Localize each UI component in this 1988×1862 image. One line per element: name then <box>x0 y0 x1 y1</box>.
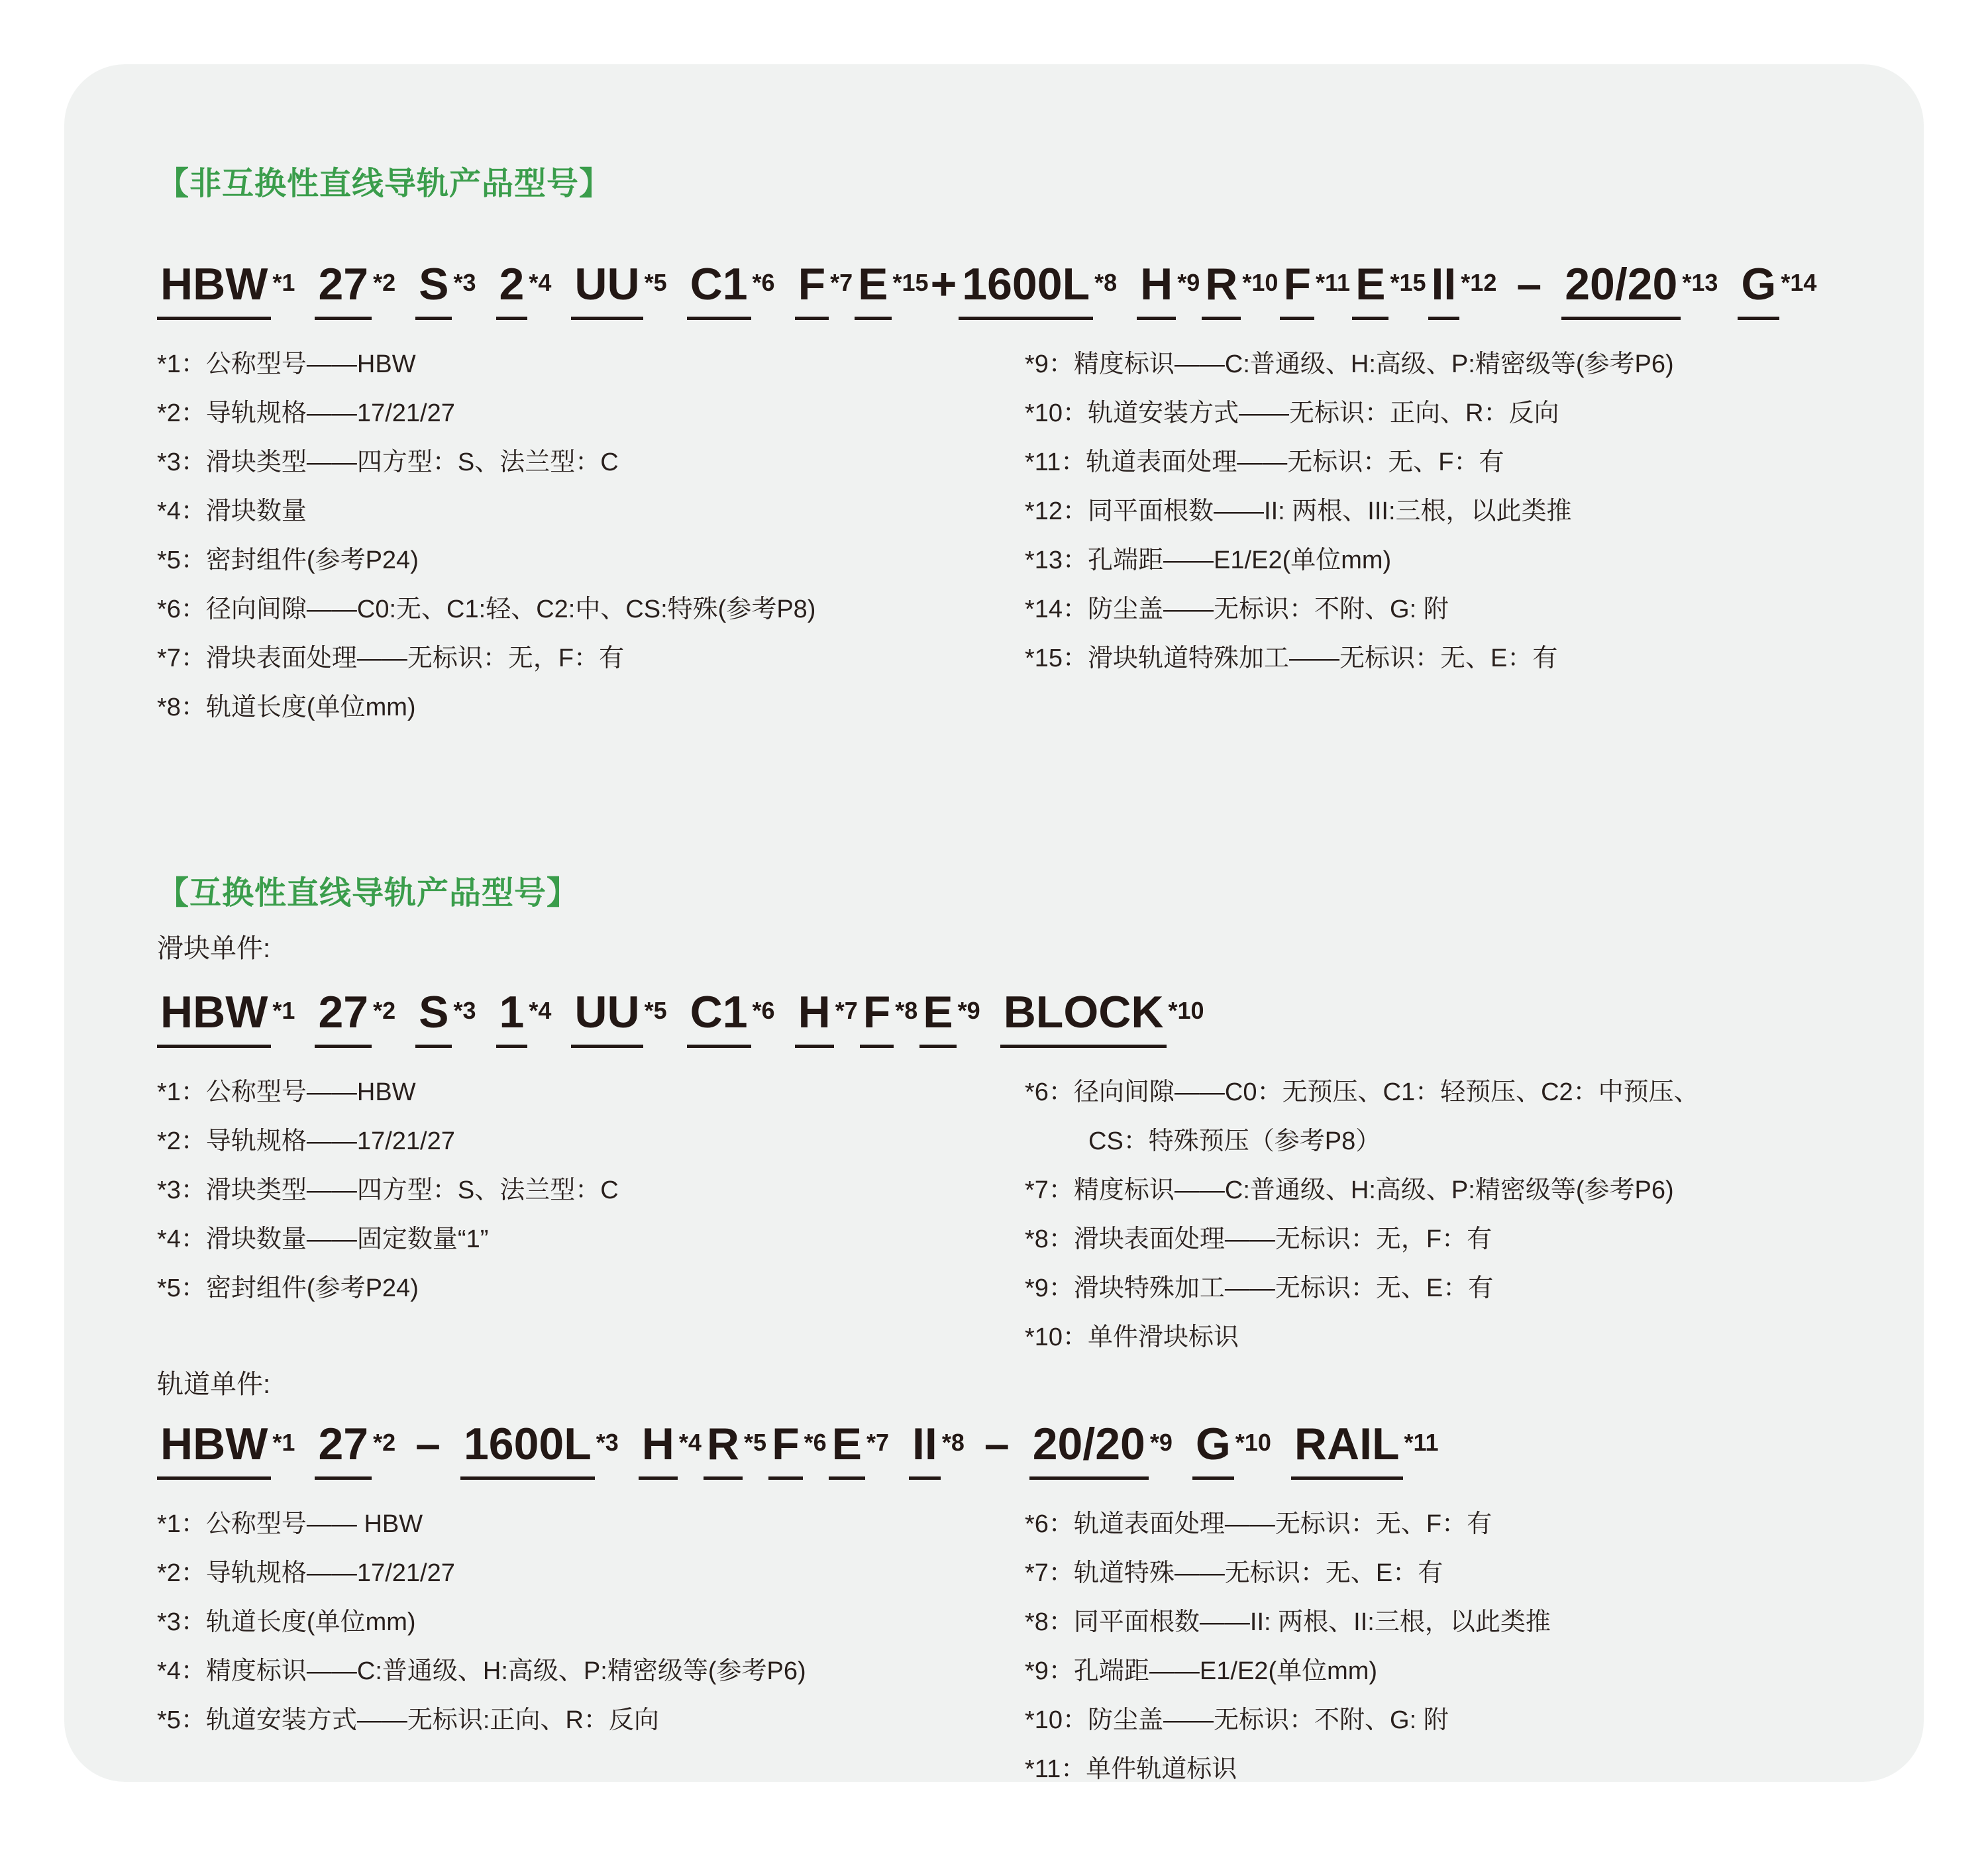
model-code-rail-unit <box>157 1411 1831 1480</box>
footnote-item: *6：径向间隙——C0:无、C1:轻、C2:中、CS:特殊(参考P8) <box>157 595 816 623</box>
footnote-item: *13：孔端距——E1/E2(单位mm) <box>1025 546 1392 574</box>
model-token-text: HBW <box>157 260 271 320</box>
footnote-item: *7：滑块表面处理——无标识：无，F：有 <box>157 645 625 672</box>
catalog-card <box>64 64 1924 1782</box>
footnotes-left-column <box>157 1068 1025 1362</box>
footnote-item: *10：防尘盖——无标识：不附、G: 附 <box>1025 1706 1449 1734</box>
model-token: 27 *2 <box>315 1411 395 1480</box>
footnotes-right-column <box>1025 1068 1831 1362</box>
footnote-item: *3：滑块类型——四方型：S、法兰型：C <box>157 448 619 476</box>
footnote-item: *8：滑块表面处理——无标识：无，F：有 <box>1025 1225 1492 1253</box>
footnotes-left-column <box>157 1500 1025 1794</box>
model-token: II *12 <box>1428 251 1497 320</box>
model-token: 27 *2 <box>315 979 395 1048</box>
model-token: RAIL *11 <box>1291 1411 1439 1480</box>
footnote-item: *4：滑块数量 <box>157 497 307 525</box>
model-token: G *14 <box>1738 251 1816 320</box>
model-token: 27 *2 <box>315 251 395 320</box>
footnotes-right-column <box>1025 1500 1831 1794</box>
model-token: F *8 <box>860 979 918 1048</box>
model-token: F *7 <box>795 251 853 320</box>
model-superscript: *9 <box>1149 1429 1173 1456</box>
footnote-item: *5：密封组件(参考P24) <box>157 546 419 574</box>
model-token: H *7 <box>795 979 858 1048</box>
footnote-item: *15：滑块轨道特殊加工——无标识：无、E：有 <box>1025 645 1558 672</box>
model-superscript: *6 <box>752 997 775 1024</box>
model-superscript: *5 <box>644 997 667 1024</box>
footnote-item: *5：密封组件(参考P24) <box>157 1274 419 1302</box>
footnote-item: *1：公称型号—— HBW <box>157 1510 423 1538</box>
model-superscript: *10 <box>1235 1429 1271 1456</box>
model-code-non-interchangeable <box>157 251 1831 320</box>
footnote-item: *4：滑块数量——固定数量“1” <box>157 1225 489 1253</box>
model-token: R *10 <box>1202 251 1278 320</box>
model-token: 20/20 *13 <box>1561 251 1718 320</box>
footnote-item: *5：轨道安装方式——无标识:正向、R：反向 <box>157 1706 659 1734</box>
footnote-item: *12：同平面根数——II: 两根、III:三根，以此类推 <box>1025 497 1572 525</box>
footnote-item: *2：导轨规格——17/21/27 <box>157 1127 455 1155</box>
model-token: 2 *4 <box>496 251 552 320</box>
model-token: 1600L *3 <box>460 1411 619 1480</box>
model-separator: – <box>415 1419 441 1469</box>
model-token: R *5 <box>704 1411 766 1480</box>
model-superscript: *7 <box>866 1429 890 1456</box>
model-superscript: *1 <box>272 1429 295 1456</box>
model-token <box>157 251 295 320</box>
footnote-item: *9：滑块特殊加工——无标识：无、E：有 <box>1025 1274 1494 1302</box>
model-superscript: *7 <box>830 269 853 296</box>
model-superscript: *11 <box>1404 1429 1439 1456</box>
footnotes-left-column <box>157 340 1025 732</box>
model-superscript: *3 <box>453 269 476 296</box>
footnotes-right-column <box>1025 340 1831 732</box>
footnote-item: *11：单件轨道标识 <box>1025 1755 1237 1783</box>
footnote-item-continuation: CS：特殊预压（参考P8） <box>1088 1127 1381 1155</box>
model-superscript: *6 <box>804 1429 827 1456</box>
footnote-item: *2：导轨规格——17/21/27 <box>157 399 455 427</box>
model-separator: + <box>930 259 957 309</box>
model-token: HBW *1 <box>157 979 295 1048</box>
model-superscript: *2 <box>373 269 396 296</box>
model-superscript: *6 <box>752 269 775 296</box>
model-token: UU *5 <box>571 979 666 1048</box>
footnote-item: *9：孔端距——E1/E2(单位mm) <box>1025 1657 1378 1685</box>
model-token: F *11 <box>1280 251 1350 320</box>
model-superscript: *4 <box>678 1429 702 1456</box>
model-superscript: *12 <box>1461 269 1497 296</box>
model-token: E *15 <box>855 251 928 320</box>
footnote-item: *2：导轨规格——17/21/27 <box>157 1559 455 1587</box>
footnote-item: *7：精度标识——C:普通级、H:高级、P:精密级等(参考P6) <box>1025 1176 1674 1204</box>
model-superscript: *10 <box>1242 269 1279 296</box>
footnote-item: *1：公称型号——HBW <box>157 1078 416 1106</box>
model-superscript: *1 <box>272 269 295 296</box>
footnotes-rail-unit <box>157 1500 1831 1794</box>
model-token: E *9 <box>919 979 980 1048</box>
model-superscript: *3 <box>453 997 476 1024</box>
model-superscript: *4 <box>529 269 552 296</box>
footnote-item: *4：精度标识——C:普通级、H:高级、P:精密级等(参考P6) <box>157 1657 806 1685</box>
footnote-item: *8：轨道长度(单位mm) <box>157 694 416 721</box>
model-code-block-unit <box>157 979 1831 1048</box>
model-token: 1600L *8 <box>959 251 1117 320</box>
model-superscript: *8 <box>1094 269 1118 296</box>
model-superscript: *14 <box>1781 269 1817 296</box>
model-token: E *7 <box>829 1411 889 1480</box>
model-superscript: *8 <box>941 1429 965 1456</box>
footnotes-block-unit <box>157 1068 1831 1362</box>
model-token: BLOCK *10 <box>1000 979 1204 1048</box>
model-token: S *3 <box>415 979 476 1048</box>
footnote-item: *7：轨道特殊——无标识：无、E：有 <box>1025 1559 1443 1587</box>
model-token: G *10 <box>1192 1411 1271 1480</box>
footnote-item: *3：滑块类型——四方型：S、法兰型：C <box>157 1176 619 1204</box>
model-superscript: *3 <box>596 1429 619 1456</box>
model-token: S *3 <box>415 251 476 320</box>
model-token: H *4 <box>639 1411 702 1480</box>
block-unit-label: 滑块单件: <box>157 934 271 963</box>
model-superscript: *13 <box>1682 269 1718 296</box>
model-separator: – <box>984 1419 1010 1469</box>
model-superscript: *15 <box>892 269 929 296</box>
model-token: II *8 <box>909 1411 965 1480</box>
model-superscript: *5 <box>644 269 667 296</box>
footnote-item: *8：同平面根数——II: 两根、II:三根，以此类推 <box>1025 1608 1551 1636</box>
model-superscript: *2 <box>373 997 396 1024</box>
model-superscript: *11 <box>1316 269 1351 296</box>
footnote-item: *6：轨道表面处理——无标识：无、F：有 <box>1025 1510 1492 1538</box>
model-superscript: *2 <box>373 1429 396 1456</box>
model-superscript: *5 <box>744 1429 767 1456</box>
model-token: C1 *6 <box>687 979 775 1048</box>
model-token: C1 *6 <box>687 251 775 320</box>
model-separator: – <box>1516 259 1542 309</box>
footnotes-non-interchangeable <box>157 340 1831 732</box>
rail-unit-label: 轨道单件: <box>157 1370 271 1399</box>
section-non-interchangeable <box>157 164 1831 732</box>
footnote-item: *6：径向间隙——C0：无预压、C1：轻预压、C2：中预压、 <box>1025 1078 1699 1106</box>
section-interchangeable <box>157 873 1831 1794</box>
model-superscript: *9 <box>1177 269 1200 296</box>
model-token: UU *5 <box>571 251 666 320</box>
model-token: 20/20 *9 <box>1029 1411 1173 1480</box>
model-token: H *9 <box>1137 251 1200 320</box>
footnote-item: *14：防尘盖——无标识：不附、G: 附 <box>1025 595 1449 623</box>
model-token: 1 *4 <box>496 979 552 1048</box>
model-superscript: *4 <box>529 997 552 1024</box>
model-superscript: *7 <box>835 997 858 1024</box>
model-superscript: *10 <box>1168 997 1204 1024</box>
model-superscript: *15 <box>1390 269 1426 296</box>
footnote-item: *10：轨道安装方式——无标识：正向、R：反向 <box>1025 399 1559 427</box>
model-token: F *6 <box>768 1411 827 1480</box>
section-title: 【非互换性直线导轨产品型号】 <box>157 166 612 201</box>
footnote-item: *10：单件滑块标识 <box>1025 1323 1239 1351</box>
model-superscript: *1 <box>272 997 295 1024</box>
model-token: HBW *1 <box>157 1411 295 1480</box>
footnote-item: *3：轨道长度(单位mm) <box>157 1608 416 1636</box>
model-superscript: *9 <box>957 997 980 1024</box>
footnote-item: *11：轨道表面处理——无标识：无、F：有 <box>1025 448 1504 476</box>
footnote-item: *1：公称型号——HBW <box>157 350 416 378</box>
model-token: E *15 <box>1352 251 1426 320</box>
footnote-item: *9：精度标识——C:普通级、H:高级、P:精密级等(参考P6) <box>1025 350 1674 378</box>
section-title: 【互换性直线导轨产品型号】 <box>157 876 580 911</box>
model-superscript: *8 <box>895 997 918 1024</box>
